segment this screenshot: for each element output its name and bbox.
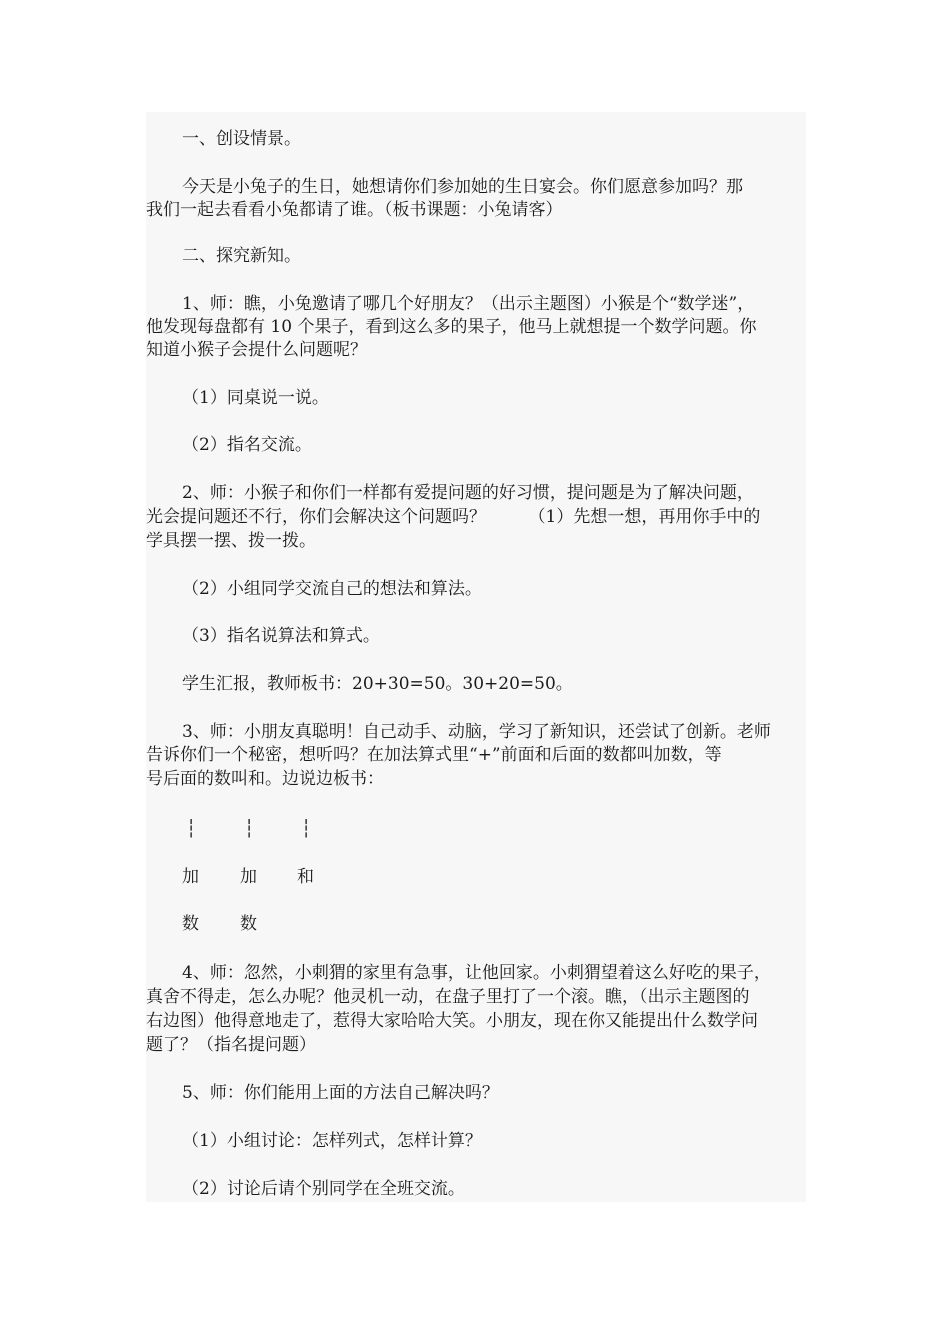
board-label: 数 (240, 914, 257, 934)
paragraph-line: 2、师：小猴子和你们一样都有爱提问题的好习惯，提问题是为了解决问题， (182, 483, 754, 503)
paragraph-line: 光会提问题还不行，你们会解决这个问题吗？ （1）先想一想，再用你手中的 (146, 507, 761, 527)
paragraph-line: 号后面的数叫和。边说边板书： (146, 769, 384, 789)
section-heading-1: 一、创设情景。 (182, 129, 301, 149)
paragraph-line: 今天是小兔子的生日，她想请你们参加她的生日宴会。你们愿意参加吗？那 (182, 177, 743, 197)
paragraph-line: 真舍不得走，怎么办呢？他灵机一动，在盘子里打了一个滚。瞧，（出示主题图的 (146, 987, 750, 1007)
list-item: （1）同桌说一说。 (182, 388, 329, 408)
list-item: （2）小组同学交流自己的想法和算法。 (182, 579, 482, 599)
paragraph-line: 告诉你们一个秘密，想听吗？在加法算式里“+”前面和后面的数都叫加数，等 (146, 745, 722, 765)
paragraph-line: 4、师：忽然，小刺猬的家里有急事，让他回家。小刺猬望着这么好吃的果子， (182, 963, 771, 983)
board-label: 数 (182, 914, 199, 934)
board-label: 加 (240, 867, 257, 887)
bracket-marker: ┆ (301, 819, 312, 839)
paragraph-line: 右边图）他得意地走了，惹得大家哈哈大笑。小朋友，现在你又能提出什么数学问 (146, 1011, 758, 1031)
paragraph-line: 学生汇报，教师板书：20+30=50。30+20=50。 (182, 674, 573, 694)
board-label: 和 (297, 867, 314, 887)
paragraph-line: 3、师：小朋友真聪明！自己动手、动脑，学习了新知识，还尝试了创新。老师 (182, 722, 771, 742)
section-heading-2: 二、探究新知。 (182, 246, 301, 266)
paragraph-line: 他发现每盘都有 10 个果子，看到这么多的果子，他马上就想提一个数学问题。你 (146, 317, 757, 337)
paragraph-line: 我们一起去看看小兔都请了谁。（板书课题：小兔请客） (146, 200, 563, 220)
paragraph-line: 1、师：瞧，小兔邀请了哪几个好朋友？（出示主题图）小猴是个“数学迷”， (182, 294, 755, 314)
paragraph-line: 5、师：你们能用上面的方法自己解决吗？ (182, 1083, 499, 1103)
paragraph-line: 题了？（指名提问题） (146, 1035, 316, 1055)
board-label: 加 (182, 867, 199, 887)
paragraph-line: 知道小猴子会提什么问题呢？ (146, 340, 367, 360)
bracket-marker: ┆ (186, 819, 197, 839)
list-item: （3）指名说算法和算式。 (182, 626, 380, 646)
list-item: （2）讨论后请个别同学在全班交流。 (182, 1179, 465, 1199)
bracket-marker: ┆ (244, 819, 255, 839)
list-item: （1）小组讨论：怎样列式，怎样计算？ (182, 1131, 482, 1151)
list-item: （2）指名交流。 (182, 435, 312, 455)
paragraph-line: 学具摆一摆、拨一拨。 (146, 531, 316, 551)
